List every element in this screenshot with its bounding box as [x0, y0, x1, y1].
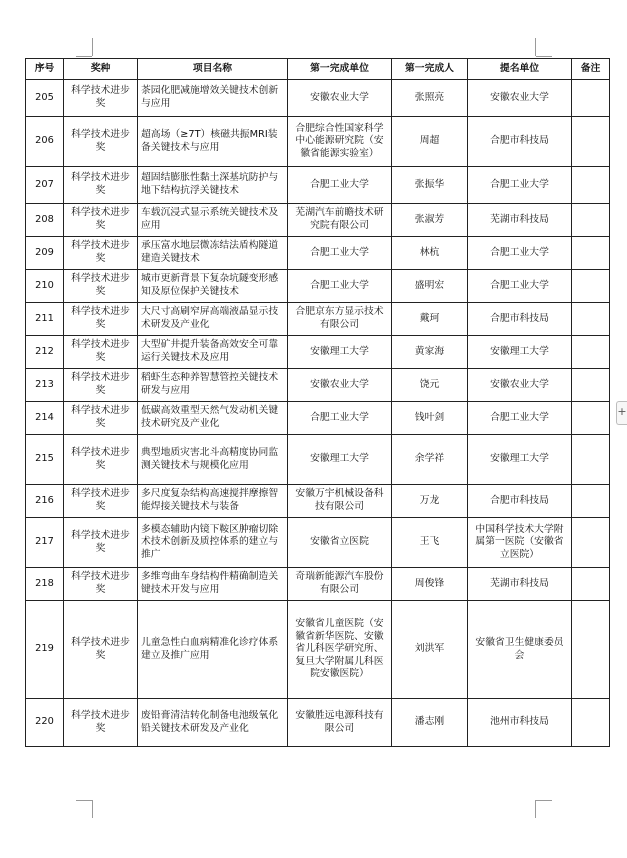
- header-cell: 奖种: [64, 59, 138, 80]
- nominator-cell: 合肥工业大学: [468, 270, 572, 303]
- project-name-cell: 茶园化肥减施增效关键技术创新与应用: [138, 80, 288, 117]
- table-row: [26, 204, 610, 237]
- first-unit-cell: 安徽农业大学: [288, 80, 392, 117]
- remark-cell: [572, 237, 610, 270]
- row-number-cell: 212: [26, 336, 64, 369]
- remark-cell: [572, 699, 610, 747]
- crop-mark: [536, 56, 552, 57]
- table-row: [26, 167, 610, 204]
- crop-mark: [536, 800, 552, 801]
- award-type-cell: 科学技术进步奖: [64, 369, 138, 402]
- nominator-cell: 合肥工业大学: [468, 167, 572, 204]
- nominator-cell: 安徽省卫生健康委员会: [468, 601, 572, 699]
- table-row: [26, 80, 610, 117]
- first-unit-cell: 合肥综合性国家科学中心能源研究院（安徽省能源实验室）: [288, 117, 392, 167]
- table-header-row: [26, 59, 610, 80]
- remark-cell: [572, 518, 610, 568]
- crop-mark: [76, 800, 92, 801]
- row-number-cell: 209: [26, 237, 64, 270]
- table-row: [26, 699, 610, 747]
- header-cell: 备注: [572, 59, 610, 80]
- nominator-cell: 合肥市科技局: [468, 117, 572, 167]
- header-cell: 项目名称: [138, 59, 288, 80]
- row-number-cell: 220: [26, 699, 64, 747]
- project-name-cell: 多尺度复杂结构高速搅拌摩擦智能焊接关键技术与装备: [138, 485, 288, 518]
- crop-mark: [92, 800, 93, 818]
- award-type-cell: 科学技术进步奖: [64, 303, 138, 336]
- project-name-cell: 承压富水地层微冻结法盾构隧道建造关键技术: [138, 237, 288, 270]
- table-row: [26, 485, 610, 518]
- award-type-cell: 科学技术进步奖: [64, 402, 138, 435]
- project-name-cell: 大型矿井提升装备高效安全可靠运行关键技术及应用: [138, 336, 288, 369]
- crop-mark: [92, 38, 93, 56]
- header-cell: 提名单位: [468, 59, 572, 80]
- remark-cell: [572, 435, 610, 485]
- first-unit-cell: 安徽胜远电源科技有限公司: [288, 699, 392, 747]
- table-row: [26, 336, 610, 369]
- nominator-cell: 安徽农业大学: [468, 369, 572, 402]
- first-person-cell: 黄家海: [392, 336, 468, 369]
- first-person-cell: 刘洪军: [392, 601, 468, 699]
- first-unit-cell: 合肥京东方显示技术有限公司: [288, 303, 392, 336]
- first-unit-cell: 合肥工业大学: [288, 402, 392, 435]
- remark-cell: [572, 204, 610, 237]
- award-type-cell: 科学技术进步奖: [64, 117, 138, 167]
- first-person-cell: 张淑芳: [392, 204, 468, 237]
- project-name-cell: 废铅膏清洁转化制备电池级氧化铅关键技术研发及产业化: [138, 699, 288, 747]
- first-person-cell: 潘志刚: [392, 699, 468, 747]
- header-cell: 第一完成单位: [288, 59, 392, 80]
- first-unit-cell: 安徽农业大学: [288, 369, 392, 402]
- award-type-cell: 科学技术进步奖: [64, 336, 138, 369]
- first-unit-cell: 芜湖汽车前瞻技术研究院有限公司: [288, 204, 392, 237]
- nominator-cell: 合肥市科技局: [468, 303, 572, 336]
- table-row: [26, 518, 610, 568]
- header-cell: 序号: [26, 59, 64, 80]
- row-number-cell: 206: [26, 117, 64, 167]
- award-type-cell: 科学技术进步奖: [64, 237, 138, 270]
- table-row: [26, 270, 610, 303]
- project-name-cell: 车载沉浸式显示系统关键技术及应用: [138, 204, 288, 237]
- nominator-cell: 安徽理工大学: [468, 336, 572, 369]
- remark-cell: [572, 568, 610, 601]
- row-number-cell: 218: [26, 568, 64, 601]
- nominator-cell: 芜湖市科技局: [468, 568, 572, 601]
- nominator-cell: 安徽农业大学: [468, 80, 572, 117]
- remark-cell: [572, 369, 610, 402]
- award-table: [25, 58, 610, 747]
- first-unit-cell: 安徽万宇机械设备科技有限公司: [288, 485, 392, 518]
- first-unit-cell: 安徽理工大学: [288, 435, 392, 485]
- project-name-cell: 儿童急性白血病精准化诊疗体系建立及推广应用: [138, 601, 288, 699]
- table-row: [26, 117, 610, 167]
- remark-cell: [572, 485, 610, 518]
- remark-cell: [572, 303, 610, 336]
- award-type-cell: 科学技术进步奖: [64, 270, 138, 303]
- side-expand-tab[interactable]: +: [616, 401, 627, 425]
- row-number-cell: 219: [26, 601, 64, 699]
- award-type-cell: 科学技术进步奖: [64, 601, 138, 699]
- row-number-cell: 210: [26, 270, 64, 303]
- nominator-cell: 芜湖市科技局: [468, 204, 572, 237]
- first-unit-cell: 合肥工业大学: [288, 167, 392, 204]
- nominator-cell: 合肥市科技局: [468, 485, 572, 518]
- first-person-cell: 张振华: [392, 167, 468, 204]
- award-type-cell: 科学技术进步奖: [64, 485, 138, 518]
- remark-cell: [572, 601, 610, 699]
- first-person-cell: 周俊锋: [392, 568, 468, 601]
- first-person-cell: 万龙: [392, 485, 468, 518]
- nominator-cell: 中国科学技术大学附属第一医院（安徽省立医院）: [468, 518, 572, 568]
- first-person-cell: 王飞: [392, 518, 468, 568]
- first-person-cell: 林杭: [392, 237, 468, 270]
- project-name-cell: 低碳高效重型天然气发动机关键技术研究及产业化: [138, 402, 288, 435]
- project-name-cell: 超高场（≥7T）核磁共振MRI装备关键技术与应用: [138, 117, 288, 167]
- remark-cell: [572, 80, 610, 117]
- crop-mark: [535, 38, 536, 56]
- row-number-cell: 215: [26, 435, 64, 485]
- table-row: [26, 402, 610, 435]
- first-person-cell: 周超: [392, 117, 468, 167]
- table-row: [26, 237, 610, 270]
- project-name-cell: 多模态辅助内镜下鞍区肿瘤切除术技术创新及质控体系的建立与推广: [138, 518, 288, 568]
- project-name-cell: 稻虾生态种养智慧管控关键技术研发与应用: [138, 369, 288, 402]
- first-unit-cell: 合肥工业大学: [288, 270, 392, 303]
- project-name-cell: 大尺寸高刷窄屏高端液晶显示技术研发及产业化: [138, 303, 288, 336]
- nominator-cell: 安徽理工大学: [468, 435, 572, 485]
- nominator-cell: 池州市科技局: [468, 699, 572, 747]
- award-type-cell: 科学技术进步奖: [64, 568, 138, 601]
- remark-cell: [572, 167, 610, 204]
- nominator-cell: 合肥工业大学: [468, 237, 572, 270]
- first-unit-cell: 奇瑞新能源汽车股份有限公司: [288, 568, 392, 601]
- row-number-cell: 214: [26, 402, 64, 435]
- project-name-cell: 典型地质灾害北斗高精度协同监测关键技术与规模化应用: [138, 435, 288, 485]
- row-number-cell: 217: [26, 518, 64, 568]
- remark-cell: [572, 402, 610, 435]
- table-row: [26, 303, 610, 336]
- table-row: [26, 601, 610, 699]
- project-name-cell: 超固结膨胀性黏土深基坑防护与地下结构抗浮关键技术: [138, 167, 288, 204]
- first-person-cell: 盛明宏: [392, 270, 468, 303]
- award-type-cell: 科学技术进步奖: [64, 518, 138, 568]
- remark-cell: [572, 270, 610, 303]
- award-type-cell: 科学技术进步奖: [64, 699, 138, 747]
- row-number-cell: 205: [26, 80, 64, 117]
- first-person-cell: 戴珂: [392, 303, 468, 336]
- first-person-cell: 余学祥: [392, 435, 468, 485]
- table-row: [26, 568, 610, 601]
- project-name-cell: 城市更新背景下复杂坑隧变形感知及原位保护关键技术: [138, 270, 288, 303]
- nominator-cell: 合肥工业大学: [468, 402, 572, 435]
- first-person-cell: 张照亮: [392, 80, 468, 117]
- row-number-cell: 216: [26, 485, 64, 518]
- row-number-cell: 211: [26, 303, 64, 336]
- award-type-cell: 科学技术进步奖: [64, 435, 138, 485]
- first-unit-cell: 安徽省儿童医院（安徽省新华医院、安徽省儿科医学研究所、复旦大学附属儿科医院安徽医院）: [288, 601, 392, 699]
- first-unit-cell: 合肥工业大学: [288, 237, 392, 270]
- row-number-cell: 207: [26, 167, 64, 204]
- first-unit-cell: 安徽省立医院: [288, 518, 392, 568]
- first-person-cell: 钱叶剑: [392, 402, 468, 435]
- project-name-cell: 多维弯曲车身结构件精确制造关键技术开发与应用: [138, 568, 288, 601]
- first-person-cell: 饶元: [392, 369, 468, 402]
- award-type-cell: 科学技术进步奖: [64, 167, 138, 204]
- row-number-cell: 213: [26, 369, 64, 402]
- table-row: [26, 435, 610, 485]
- award-type-cell: 科学技术进步奖: [64, 80, 138, 117]
- first-unit-cell: 安徽理工大学: [288, 336, 392, 369]
- row-number-cell: 208: [26, 204, 64, 237]
- remark-cell: [572, 336, 610, 369]
- crop-mark: [535, 800, 536, 818]
- header-cell: 第一完成人: [392, 59, 468, 80]
- award-type-cell: 科学技术进步奖: [64, 204, 138, 237]
- table-row: [26, 369, 610, 402]
- remark-cell: [572, 117, 610, 167]
- crop-mark: [76, 56, 92, 57]
